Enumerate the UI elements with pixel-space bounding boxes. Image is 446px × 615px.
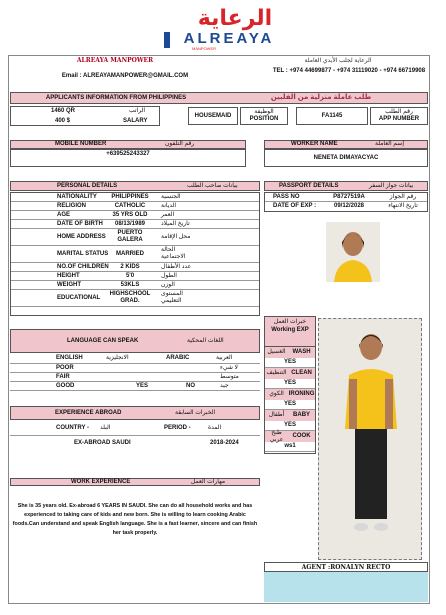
skill-value: YES [283,380,296,386]
personal-row [11,229,259,246]
exp-value: 09/12/2028 [333,203,365,209]
personal-row-value: MARRIED [116,250,144,257]
personal-row-ar: الحالة الاجتماعية [161,247,186,260]
logo-bar [164,32,170,48]
personal-table [10,192,260,316]
personal-title-ar: بيانات صاحب الطلب [187,182,238,189]
mobile-label: MOBILE NUMBER [55,141,107,147]
logo-arabic-text: الرعاية [197,6,273,31]
passport-title-ar: بيانات جواز السفر [369,182,414,189]
pass-no-label: PASS NO [273,193,300,200]
personal-row-ar: الجنسية [161,193,181,200]
personal-header [10,181,260,191]
passport-title: PASSPORT DETAILS [279,182,339,189]
personal-row-ar: محل الإقامة [161,233,191,240]
skill-ar: الكوي [269,391,284,397]
lang-english-ar: الانجليزية [106,355,129,361]
app-number-ar: رقم الطلب [385,109,413,115]
language-row-ar: متوسط [220,373,239,380]
personal-row-ar: الديانة [161,202,177,209]
exp-entry-period: 2018-2024 [210,439,239,446]
skill-value: ws1 [284,443,296,449]
salary-qr: 1460 QR [51,108,76,114]
personal-row-label: WEIGHT [57,281,81,288]
experience-header [10,406,260,420]
personal-row-label: HOME ADDRESS [57,233,106,240]
exp-entry: EX-ABROAD SAUDI [74,439,131,446]
skill-ar: التنظيف [266,370,287,376]
personal-row-ar: الطول [161,272,177,279]
lang-english: ENGLISH [56,355,83,361]
skill-row [265,431,315,452]
personal-row [11,246,259,263]
agent-box [264,562,428,572]
skills-header [265,317,315,347]
salary-usd: 400 $ [55,118,71,124]
personal-row-value: PUERTO GALERA [117,230,143,243]
salary-ar: الراتب [129,108,146,114]
work-header [10,478,260,486]
personal-row [11,272,259,281]
logo-name: ALREAYA [183,30,275,47]
personal-row [11,211,259,220]
personal-row-label: NATIONALITY [57,193,97,200]
language-row-ar: لا شيء [220,364,238,371]
pass-no-value: P8727519A [333,193,365,200]
worker-ar: إسم العاملة [375,141,404,147]
personal-row-label: RELIGION [57,202,87,209]
worker-header [264,140,428,149]
language-row-en: YES [136,382,149,389]
skill-en: BABY [293,412,311,418]
language-row-label: POOR [56,364,74,371]
personal-row-ar: العمر [161,211,175,218]
language-row-ar: جيد [220,382,229,389]
language-title-ar: اللغات المحكية [187,337,224,344]
company-phone: TEL : +974 44699877 - +974 31119020 - +974 66719908 [272,68,426,74]
personal-row-label: MARITAL STATUS [57,250,109,257]
position-ar: الوظيفة [254,109,274,115]
personal-row-value: PHILIPPINES [111,193,149,200]
personal-rows [11,193,259,307]
company-name-en: ALREAYA MANPOWER [76,57,154,64]
personal-row-value: 35 YRS OLD [112,211,148,218]
personal-row [11,193,259,202]
skill-en: COOK [292,433,311,439]
position-label-box [240,107,288,125]
language-row [10,373,260,382]
position-value: HOUSEMAID [194,112,232,119]
skill-en: IRONING [288,391,315,397]
worker-label: WORKER NAME [291,141,338,147]
app-number-label: APP NUMBER [378,116,420,122]
language-row-label: GOOD [56,382,75,389]
experience-title-ar: الخبرات السابقة [175,409,216,416]
passport-header [264,181,428,191]
work-text-box [12,502,258,546]
language-row [10,364,260,373]
language-rows [10,364,260,391]
personal-row-ar: الوزن [161,281,175,288]
agent-label: AGENT :RONALYN RECTO [301,563,391,571]
language-row [10,382,260,391]
fullbody-illustration [319,319,422,560]
skill-row [265,389,315,410]
personal-row-label: NO.OF CHILDREN [57,263,109,270]
work-title: WORK EXPERIENCE [71,478,131,485]
skill-ar: أطفال [268,412,285,418]
skills-header-en: Working EXP [271,327,309,333]
language-header [10,329,260,353]
personal-row-label: AGE [57,211,71,218]
exp-period-ar: المدة [208,425,222,431]
exp-country-ar: البلد [100,425,111,431]
personal-row [11,263,259,272]
skill-en: CLEAN [291,370,312,376]
company-email: Email : ALREAYAMANPOWER@GMAIL.COM [61,73,189,79]
exp-period: PERIOD - [164,425,191,431]
skill-value: YES [283,422,296,428]
personal-row [11,290,259,307]
app-number-label-box [370,107,428,125]
personal-row [11,202,259,211]
skill-rows [265,347,315,452]
portrait-illustration [326,222,380,282]
applicant-photo-fullbody [318,318,422,560]
salary-box [10,106,160,126]
applicant-photo-portrait [326,222,380,282]
position-value-box [188,107,238,125]
work-description: She is 35 years old. Ex-abroad 6 YEARS IN SAUDI. She can do all household works and has experienced to taking care of kids and new born. She is willing to learn cooking Arabic foods.Can understand and speak English language. She is a fast learner, sincere and can finish her task properly. [12,503,258,536]
personal-row-value: CATHOLIC [114,202,146,209]
skill-row [265,347,315,368]
company-logo [160,6,290,52]
skill-ar: الغسيل [267,349,286,355]
personal-row-value: 53KLS [120,281,140,288]
personal-title: PERSONAL DETAILS [57,182,118,189]
experience-title: EXPERIENCE ABROAD [55,409,122,416]
personal-row-ar: المستوى التعليمي [161,291,183,304]
exp-label: DATE OF EXP : [273,203,317,209]
language-table [10,354,260,394]
mobile-value: +639525243327 [106,150,150,157]
logo-subtitle: MANPOWER [192,46,216,51]
skill-row [265,368,315,389]
worker-value: NENETA DIMAYACYAC [313,154,379,161]
passport-table [264,192,428,212]
mobile-header [10,140,246,149]
language-row-ar-val: NO [186,382,195,389]
exp-ar: تاريخ الانتهاء [388,203,418,209]
position-label: POSITION [249,116,279,122]
language-title: LANGUAGE CAN SPEAK [67,337,139,344]
personal-row-value: HIGHSCHOOL GRAD. [109,291,151,304]
personal-row-value: 2 KIDS [120,263,140,270]
skill-ar: طبخ عربي [269,429,284,443]
personal-row-ar: عدد الأطفال [161,263,192,270]
skill-en: WASH [292,349,311,355]
worker-value-box [264,149,428,167]
lang-arabic: ARABIC [166,355,190,361]
company-name-ar: الرعاية لجلب الأيدي العاملة [304,58,372,64]
pass-no-ar: رقم الجواز [389,193,417,200]
lang-arabic-ar: العربية [216,355,233,361]
skill-value: YES [283,359,296,365]
exp-country: COUNTRY - [56,425,89,431]
applicants-title-ar: طلب عاملة منزلية من الفلبين [270,94,372,101]
skill-row [265,410,315,431]
skills-column [264,316,316,454]
personal-row-label: DATE OF BIRTH [57,220,103,227]
app-number-value-box [296,107,368,125]
language-row-label: FAIR [56,373,70,380]
applicants-title-bar [10,92,428,104]
skill-value: YES [283,401,296,407]
personal-row [11,281,259,290]
experience-table [10,422,260,456]
personal-row-value: 5'0 [125,272,135,279]
skills-header-ar: خبرات العمل [273,319,307,325]
personal-row-label: HEIGHT [57,272,80,279]
applicants-title: APPLICANTS INFORMATION FROM PHILIPPINES [45,94,187,101]
personal-row-value: 08/13/1989 [114,220,146,227]
personal-row [11,220,259,229]
work-title-ar: مهارات العمل [191,478,226,485]
mobile-ar: رقم التلفون [165,141,195,147]
personal-row-ar: تاريخ الميلاد [161,220,190,227]
app-number-value: FA1145 [321,112,343,119]
personal-row-label: EDUCATIONAL [57,294,101,301]
mobile-value-box [10,149,246,167]
salary-label: SALARY [123,118,148,124]
